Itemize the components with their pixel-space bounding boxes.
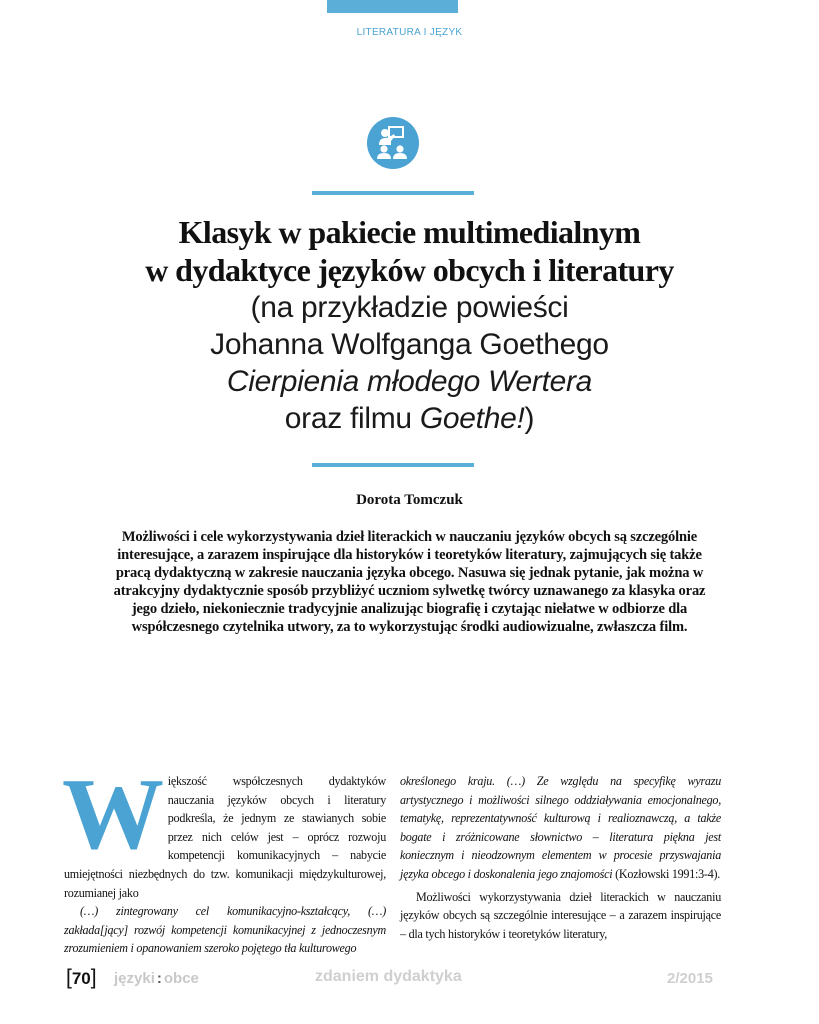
body-paragraph-2: Możliwości wykorzystywania dzieł literackich w nauczaniu języków obcych są szczególnie interesujące – a zarazem inspirujące – dla tych historyków i teoretyków literatury, — [400, 889, 721, 941]
body-column-left — [62, 758, 386, 958]
title-rule-top — [312, 191, 474, 195]
journal-name — [114, 970, 199, 987]
subtitle-suffix: ) — [524, 402, 535, 435]
block-quote-start — [64, 902, 386, 958]
subtitle-line-3 — [0, 363, 819, 400]
block-quote-end — [400, 772, 721, 884]
quote-text: określonego kraju. (…) Ze względu na specyfikę wyrazu artystycznego i możliwości silnego oddziaływania emocjonalnego, tematykę, reprezentatywność kulturową i realioznawczą, a także bogate i zróżnicowane słownictwo – literatura piękna jest koniecznym i nieodzownym elementem w procesie przyswajania języka obcego i doskonalenia jego znajomości — [400, 774, 721, 881]
subtitle-film-title: Goethe! — [419, 402, 525, 435]
series-title: zdaniem dydaktyka — [315, 968, 462, 985]
subtitle-novel-title: Cierpienia młodego Wertera — [226, 365, 593, 398]
title-line-2: w dydaktyce języków obcych i literatury — [145, 252, 674, 288]
journal-name-part2: obce — [163, 970, 199, 987]
teacher-students-icon — [367, 117, 419, 169]
title-line-1: Klasyk w pakiecie multimedialnym — [178, 214, 641, 250]
subtitle-prefix: oraz filmu — [284, 402, 420, 435]
bracket-open: [ — [66, 966, 72, 989]
paragraph-text: iększość współczesnych dydaktyków nauczania języków obcych i literatury podkreśla, że jednym ze stawianych sobie przez nich celów jest – oprócz rozwoju kompetencji komunikacyjnych – nabycie umiejętności niezbędnych do tzw. komunikacji międzykulturowej, rozumianej jako — [64, 774, 386, 900]
bracket-close: ] — [90, 966, 97, 989]
body-column-right — [400, 772, 721, 943]
journal-name-part1: języki — [114, 970, 155, 987]
subtitle-line-4 — [0, 400, 819, 437]
quote-text: (…) zintegrowany cel komunikacyjno-kształcący, (…) zakłada[jący] rozwój kompetencji komunikacyjnej z jednoczesnym zrozumieniem i opanowaniem szeroko pojętego tła kulturowego — [64, 904, 386, 956]
article-title — [0, 213, 819, 437]
top-accent-bar — [327, 0, 458, 13]
page-number — [66, 966, 97, 990]
abstract: Możliwości i cele wykorzystywania dzieł literackich w nauczaniu języków obcych są szczególnie interesujące, a zarazem inspirujące dla historyków i teoretyków literatury, zajmujących się także pracą dydaktyczną w zakresie nauczania języka obcego. Nasuwa się jednak pytanie, jak można w atrakcyjny dydaktycznie sposób przybliżyć uczniom sylwetkę twórcy uznawanego za klasyka oraz jego dzieło, niekoniecznie tradycyjnie analizując biografię i czytając niełatwe w odbiorze dla współczesnego czytelnika utwory, za to wykorzystując środki audiowizualne, zwłaszcza film. — [113, 529, 706, 635]
page-number-value: 70 — [71, 969, 91, 988]
section-label: LITERATURA I JĘZYK — [356, 27, 463, 38]
journal-colon: : — [156, 970, 162, 987]
body-paragraph-1 — [62, 758, 386, 902]
issue-number: 2/2015 — [667, 970, 713, 987]
subtitle-line-2: Johanna Wolfganga Goethego — [210, 328, 609, 361]
citation: (Kozłowski 1991:3-4). — [612, 866, 721, 881]
page-footer — [0, 965, 819, 991]
subtitle-line-1: (na przykładzie powieści — [250, 291, 569, 324]
drop-cap: W — [62, 758, 164, 871]
author-name: Dorota Tomczuk — [356, 492, 463, 508]
title-rule-bottom — [312, 463, 474, 467]
